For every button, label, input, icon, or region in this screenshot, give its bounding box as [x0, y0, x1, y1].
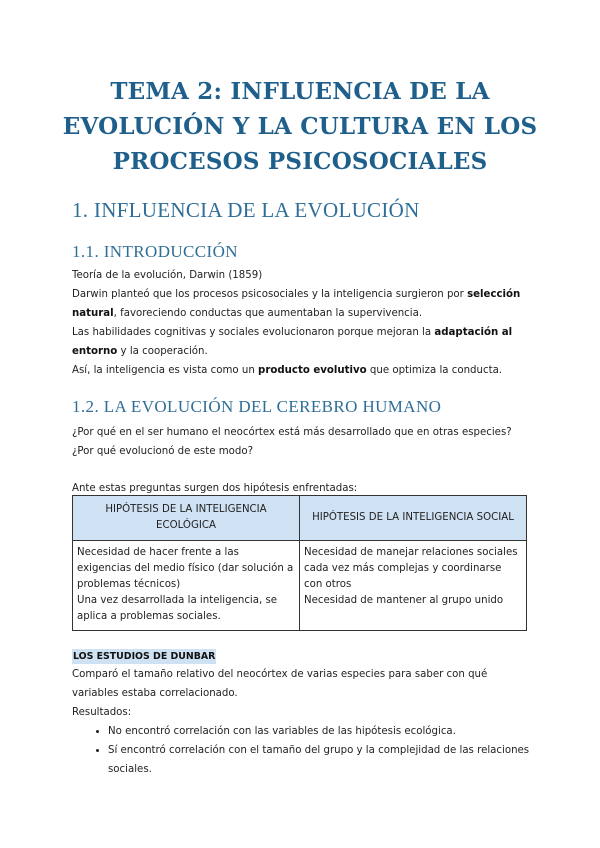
cell-line: Necesidad de mantener al grupo unido: [304, 595, 504, 606]
text-span: y la cooperación.: [117, 346, 208, 357]
intro-paragraphs: [72, 266, 534, 380]
hypotheses-intro: Ante estas preguntas surgen dos hipótesis enfrentadas:: [72, 483, 358, 494]
bold-term: adaptación al entorno: [72, 327, 513, 357]
cell-line: Necesidad de manejar relaciones sociales cada vez más complejas y coordinarse con otros: [304, 547, 518, 590]
table-header-social: HIPÓTESIS DE LA INTELIGENCIA SOCIAL: [300, 496, 527, 541]
brain-questions: [72, 423, 534, 461]
bold-term: selección natural: [72, 289, 521, 319]
dunbar-body: [72, 665, 534, 779]
dunbar-results-label: Resultados:: [72, 707, 132, 718]
intro-line-darwin: Teoría de la evolución, Darwin (1859): [72, 270, 263, 281]
table-cell-social: [300, 541, 527, 631]
question-2: ¿Por qué evolucionó de este modo?: [72, 446, 253, 457]
section-heading-1: 1. INFLUENCIA DE LA EVOLUCIÓN: [72, 198, 420, 222]
dunbar-paragraph: Comparó el tamaño relativo del neocórtex de varias especies para saber con qué variables estaba correlacionado.: [72, 669, 488, 699]
subsection-heading-1-2: 1.2. LA EVOLUCIÓN DEL CEREBRO HUMANO: [72, 397, 442, 416]
text-span: Darwin planteó que los procesos psicosociales y la inteligencia surgieron por: [72, 289, 468, 300]
list-item: • Sí encontró correlación con el tamaño del grupo y la complejidad de las relaciones sociales.: [108, 741, 534, 779]
dunbar-results-list: [72, 722, 534, 779]
table-header-ecological: HIPÓTESIS DE LA INTELIGENCIA ECOLÓGICA: [73, 496, 300, 541]
intro-paragraph-selection: [72, 285, 534, 323]
table-row: [73, 541, 527, 631]
question-1: ¿Por qué en el ser humano el neocórtex está más desarrollado que en otras especies?: [72, 427, 512, 438]
bold-term: producto evolutivo: [258, 365, 367, 376]
list-item: • No encontró correlación con las variables de las hipótesis ecológica.: [108, 722, 534, 741]
cell-line: Una vez desarrollada la inteligencia, se aplica a problemas sociales.: [77, 595, 278, 622]
table-header-row: [73, 496, 527, 541]
text-span: , favoreciendo conductas que aumentaban la supervivencia.: [113, 308, 423, 319]
dunbar-heading: LOS ESTUDIOS DE DUNBAR: [73, 651, 216, 662]
document-title: TEMA 2: INFLUENCIA DE LA EVOLUCIÓN Y LA CULTURA EN LOS PROCESOS PSICOSOCIALES: [62, 78, 538, 175]
subsection-heading-1-1: 1.1. INTRODUCCIÓN: [72, 242, 238, 261]
cell-line: Necesidad de hacer frente a las exigencias del medio físico (dar solución a problemas técnicos): [77, 547, 294, 590]
intro-paragraph-product: [72, 361, 534, 380]
text-span: Las habilidades cognitivas y sociales evolucionaron porque mejoran la: [72, 327, 435, 338]
intro-paragraph-adaptation: [72, 323, 534, 361]
text-span: Así, la inteligencia es vista como un: [72, 365, 259, 376]
table-cell-ecological: [73, 541, 300, 631]
text-span: que optimiza la conducta.: [366, 365, 503, 376]
hypotheses-table: [72, 495, 527, 631]
